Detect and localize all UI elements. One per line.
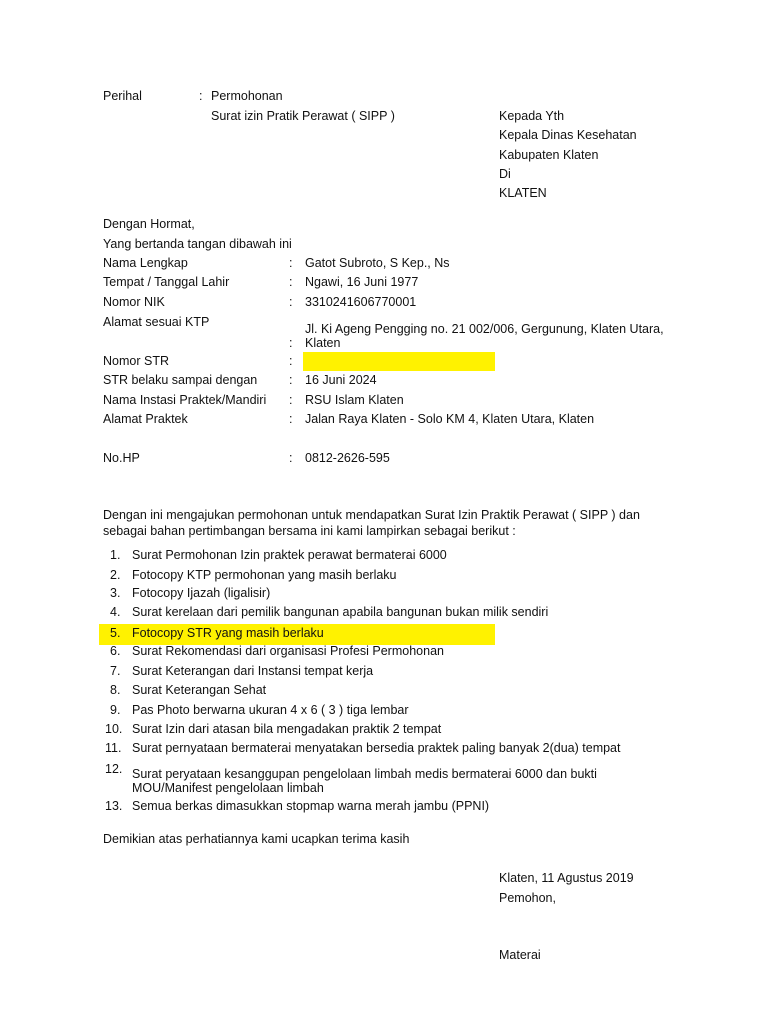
field-value-address-1: Jl. Ki Ageng Pengging no. 21 002/006, Gergunung, Klaten Utara, [305, 322, 664, 336]
field-label-phone: No.HP [103, 451, 140, 465]
field-label-practice-address: Alamat Praktek [103, 412, 188, 426]
list-number: 12. [105, 762, 123, 776]
field-colon: : [289, 393, 293, 407]
body-text-line-2: sebagai bahan pertimbangan bersama ini kami lampirkan sebagai berikut : [103, 524, 516, 538]
field-value-name: Gatot Subroto, S Kep., Ns [305, 256, 450, 270]
list-number: 9. [110, 703, 121, 717]
list-number: 8. [110, 683, 121, 697]
field-colon: : [289, 373, 293, 387]
str-number-highlight [303, 352, 495, 371]
field-label-str-valid: STR belaku sampai dengan [103, 373, 258, 387]
field-colon: : [289, 451, 293, 465]
field-value-birth: Ngawi, 16 Juni 1977 [305, 275, 419, 289]
field-value-address-2: Klaten [305, 336, 341, 350]
perihal-colon: : [199, 89, 203, 103]
list-item: Semua berkas dimasukkan stopmap warna merah jambu (PPNI) [132, 799, 490, 813]
list-number: 5. [110, 626, 121, 640]
list-item: Fotocopy STR yang masih berlaku [132, 626, 324, 640]
field-label-name: Nama Lengkap [103, 256, 188, 270]
field-label-address: Alamat sesuai KTP [103, 315, 210, 329]
field-label-institution: Nama Instasi Praktek/Mandiri [103, 393, 267, 407]
recipient-line-5: KLATEN [499, 186, 547, 200]
stamp-label: Materai [499, 948, 541, 962]
field-value-phone: 0812-2626-595 [305, 451, 390, 465]
place-date: Klaten, 11 Agustus 2019 [499, 871, 634, 885]
field-colon: : [289, 336, 293, 350]
intro-text: Yang bertanda tangan dibawah ini [103, 237, 292, 251]
recipient-line-4: Di [499, 167, 511, 181]
field-value-practice-address: Jalan Raya Klaten - Solo KM 4, Klaten Utara, Klaten [305, 412, 595, 426]
perihal-line-1: Permohonan [211, 89, 283, 103]
sender-label: Pemohon, [499, 891, 556, 905]
field-label-birth: Tempat / Tanggal Lahir [103, 275, 230, 289]
list-item-continuation: MOU/Manifest pengelolaan limbah [132, 781, 324, 795]
body-text-line-1: Dengan ini mengajukan permohonan untuk mendapatkan Surat Izin Praktik Perawat ( SIPP ) dan [103, 508, 640, 522]
recipient-line-2: Kepala Dinas Kesehatan [499, 128, 637, 142]
list-number: 6. [110, 644, 121, 658]
field-colon: : [289, 295, 293, 309]
list-item: Surat Keterangan Sehat [132, 683, 267, 697]
perihal-line-2: Surat izin Pratik Perawat ( SIPP ) [211, 109, 395, 123]
list-item: Surat kerelaan dari pemilik bangunan apabila bangunan bukan milik sendiri [132, 605, 549, 619]
perihal-label: Perihal [103, 89, 142, 103]
field-label-nik: Nomor NIK [103, 295, 165, 309]
list-item: Fotocopy Ijazah (ligalisir) [132, 586, 271, 600]
field-colon: : [289, 256, 293, 270]
field-colon: : [289, 412, 293, 426]
greeting: Dengan Hormat, [103, 217, 195, 231]
list-number: 13. [105, 799, 123, 813]
field-colon: : [289, 354, 293, 368]
list-number: 3. [110, 586, 121, 600]
list-item: Surat pernyataan bermaterai menyatakan bersedia praktek paling banyak 2(dua) tempat [132, 741, 621, 755]
field-value-str-valid: 16 Juni 2024 [305, 373, 377, 387]
list-number: 10. [105, 722, 123, 736]
list-item: Fotocopy KTP permohonan yang masih berlaku [132, 568, 397, 582]
list-item: Surat Permohonan Izin praktek perawat bermaterai 6000 [132, 548, 447, 562]
recipient-line-3: Kabupaten Klaten [499, 148, 599, 162]
list-number: 2. [110, 568, 121, 582]
list-number: 4. [110, 605, 121, 619]
list-item: Surat peryataan kesanggupan pengelolaan limbah medis bermaterai 6000 dan bukti [132, 767, 597, 781]
field-label-str: Nomor STR [103, 354, 169, 368]
field-value-institution: RSU Islam Klaten [305, 393, 404, 407]
list-number: 7. [110, 664, 121, 678]
list-item: Surat Rekomendasi dari organisasi Profesi Permohonan [132, 644, 444, 658]
closing-text: Demikian atas perhatiannya kami ucapkan terima kasih [103, 832, 410, 846]
list-item: Surat Keterangan dari Instansi tempat kerja [132, 664, 374, 678]
list-number: 1. [110, 548, 121, 562]
list-item: Surat Izin dari atasan bila mengadakan praktik 2 tempat [132, 722, 442, 736]
recipient-line-1: Kepada Yth [499, 109, 565, 123]
field-value-nik: 3310241606770001 [305, 295, 417, 309]
list-number: 11. [105, 741, 122, 755]
field-colon: : [289, 275, 293, 289]
list-item: Pas Photo berwarna ukuran 4 x 6 ( 3 ) tiga lembar [132, 703, 409, 717]
